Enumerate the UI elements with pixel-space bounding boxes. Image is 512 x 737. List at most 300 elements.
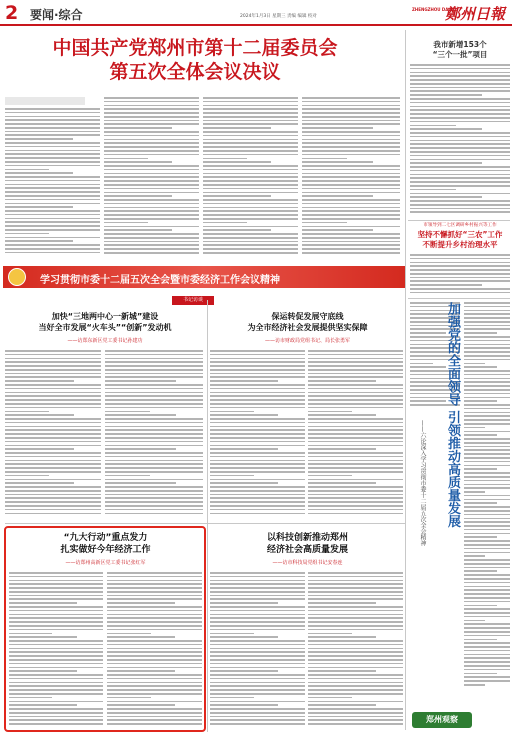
text-line	[203, 203, 298, 205]
text-line	[302, 199, 400, 201]
text-line	[464, 484, 510, 486]
text-line	[308, 376, 403, 378]
text-line	[308, 576, 403, 578]
text-line	[302, 142, 400, 144]
text-line	[5, 501, 101, 503]
text-line	[210, 617, 305, 619]
text-line	[5, 142, 100, 144]
text-line	[5, 399, 101, 401]
text-line	[5, 138, 73, 140]
text-line	[107, 708, 202, 710]
text-line	[464, 344, 510, 346]
text-line	[410, 269, 510, 271]
text-line	[410, 196, 482, 198]
text-line	[210, 494, 305, 496]
text-line	[5, 358, 101, 360]
text-line	[410, 102, 510, 104]
article-divider	[207, 300, 208, 732]
text-line	[105, 467, 203, 469]
text-line	[9, 606, 103, 608]
text-line	[302, 226, 400, 228]
text-line	[464, 646, 510, 648]
text-line	[302, 150, 400, 152]
text-line	[308, 361, 403, 363]
text-line	[308, 475, 352, 477]
text-line	[210, 475, 254, 477]
text-line	[107, 723, 202, 725]
text-line	[104, 173, 199, 175]
text-line	[210, 636, 278, 638]
text-line	[302, 248, 400, 250]
text-line	[308, 625, 403, 627]
text-line	[210, 689, 305, 691]
text-line	[302, 108, 400, 110]
text-line	[9, 701, 103, 703]
text-line	[464, 616, 510, 618]
text-line	[308, 598, 403, 600]
text-line	[464, 578, 510, 580]
text-line	[104, 112, 199, 114]
text-line	[308, 501, 403, 503]
text-line	[203, 120, 298, 122]
text-line	[104, 229, 172, 231]
text-line	[203, 199, 298, 201]
text-line	[203, 173, 298, 175]
text-line	[5, 203, 100, 205]
text-line	[203, 150, 298, 152]
text-line	[464, 491, 485, 493]
text-line	[410, 143, 510, 145]
text-line	[105, 505, 203, 507]
text-line	[9, 591, 103, 593]
text-line	[107, 629, 202, 631]
text-line	[210, 674, 305, 676]
text-line	[410, 292, 510, 294]
text-line	[464, 657, 510, 659]
right-mid-kicker: 市领导到二七区调研乡村振兴等工作	[423, 223, 497, 228]
text-line	[9, 625, 103, 627]
text-line	[107, 659, 202, 661]
text-line	[410, 75, 510, 77]
text-line	[410, 262, 510, 264]
text-line	[464, 385, 510, 387]
text-line	[9, 644, 103, 646]
text-line	[105, 369, 203, 371]
text-line	[464, 313, 510, 315]
text-line	[210, 467, 305, 469]
text-line	[308, 678, 403, 680]
text-line	[210, 572, 305, 574]
text-line	[203, 142, 298, 144]
text-line	[9, 655, 103, 657]
text-line	[410, 174, 510, 176]
text-line	[104, 244, 199, 246]
text-line	[5, 165, 100, 167]
text-line	[410, 284, 482, 286]
text-line	[308, 633, 352, 635]
text-line	[5, 108, 100, 110]
text-line	[104, 218, 199, 220]
text-line	[410, 94, 482, 96]
text-line	[9, 697, 52, 699]
lead-label	[5, 97, 85, 105]
text-line	[105, 501, 203, 503]
text-line	[464, 574, 510, 576]
text-line	[5, 123, 100, 125]
text-line	[308, 411, 352, 413]
text-line	[410, 117, 510, 119]
text-line	[105, 429, 203, 431]
text-line	[105, 418, 203, 420]
text-line	[105, 513, 203, 515]
text-line	[210, 441, 305, 443]
text-line	[5, 131, 100, 133]
text-line	[464, 419, 510, 421]
text-line	[104, 127, 172, 129]
text-line	[464, 642, 510, 644]
article-2-headline	[210, 312, 405, 333]
text-line	[5, 134, 100, 136]
text-line	[410, 68, 510, 70]
text-line	[210, 456, 305, 458]
article-2-title-line1: 保运转促发展守底线	[271, 312, 344, 321]
text-line	[210, 648, 305, 650]
text-line	[105, 399, 203, 401]
text-line	[5, 172, 73, 174]
text-line	[464, 563, 510, 565]
sidebar-title: 加强党的全面领导 引领推动高质量发展	[445, 302, 460, 528]
text-line	[308, 513, 403, 515]
text-line	[5, 361, 101, 363]
text-line	[5, 214, 100, 216]
text-line	[308, 467, 403, 469]
text-line	[105, 479, 203, 481]
text-line	[104, 210, 199, 212]
text-line	[5, 210, 100, 212]
text-line	[464, 540, 510, 542]
text-line	[410, 106, 510, 108]
article-4-title-line1: 以科技创新推动郑州	[266, 533, 348, 543]
text-line	[105, 392, 203, 394]
text-line	[5, 116, 100, 118]
text-line	[107, 712, 202, 714]
text-line	[9, 693, 103, 695]
text-line	[308, 452, 403, 454]
text-line	[464, 570, 497, 572]
text-line	[9, 587, 103, 589]
text-line	[308, 490, 403, 492]
text-line	[203, 192, 298, 194]
dateline: 2024年1月3日 星期三 责编 编辑 校对	[240, 14, 317, 19]
text-line	[210, 433, 305, 435]
text-line	[308, 689, 403, 691]
text-line	[107, 648, 202, 650]
text-line	[203, 207, 298, 209]
text-line	[104, 241, 199, 243]
text-line	[105, 361, 203, 363]
text-line	[302, 229, 373, 231]
text-line	[203, 218, 298, 220]
right-top-body	[410, 64, 510, 216]
text-line	[9, 678, 103, 680]
text-line	[5, 233, 49, 235]
article-4-title-line2: 经济社会高质量发展	[266, 545, 348, 555]
text-line	[5, 187, 100, 189]
text-line	[104, 237, 199, 239]
text-line	[107, 663, 202, 665]
text-line	[9, 636, 77, 638]
text-line	[107, 636, 175, 638]
text-line	[210, 505, 305, 507]
text-line	[308, 704, 376, 706]
text-line	[104, 108, 199, 110]
text-line	[464, 397, 510, 399]
article-2-body-col-1	[210, 350, 305, 520]
text-line	[104, 248, 199, 250]
text-line	[203, 161, 271, 163]
text-line	[308, 621, 403, 623]
text-line	[5, 184, 100, 186]
text-line	[302, 101, 400, 103]
text-line	[464, 453, 510, 455]
text-line	[105, 380, 176, 382]
text-line	[308, 509, 403, 511]
text-line	[210, 376, 305, 378]
text-line	[9, 614, 103, 616]
text-line	[105, 350, 203, 352]
text-line	[5, 373, 101, 375]
text-line	[302, 146, 400, 148]
text-line	[203, 244, 298, 246]
text-line	[5, 411, 49, 413]
text-line	[5, 388, 101, 390]
text-line	[210, 365, 305, 367]
text-line	[302, 139, 400, 141]
text-line	[302, 154, 400, 156]
text-line	[105, 407, 203, 409]
text-line	[5, 407, 101, 409]
text-line	[464, 332, 497, 334]
text-line	[107, 614, 202, 616]
text-line	[203, 233, 298, 235]
text-line	[5, 479, 101, 481]
text-line	[5, 350, 101, 352]
text-line	[302, 210, 400, 212]
text-line	[210, 388, 305, 390]
article-4-byline: ——访市科技局党组书记安春连	[272, 560, 343, 566]
text-line	[5, 482, 74, 484]
text-line	[464, 665, 510, 667]
text-line	[203, 184, 298, 186]
sidebar-body	[464, 302, 510, 692]
text-line	[107, 572, 202, 574]
text-line	[5, 395, 101, 397]
text-line	[105, 486, 203, 488]
text-line	[210, 693, 305, 695]
right-mid-headline	[410, 230, 510, 250]
text-line	[464, 374, 510, 376]
text-line	[210, 670, 278, 672]
text-line	[464, 434, 497, 436]
text-line	[203, 105, 298, 107]
text-line	[210, 486, 305, 488]
text-line	[302, 131, 400, 133]
text-line	[410, 277, 510, 279]
text-line	[464, 597, 510, 599]
text-line	[107, 583, 202, 585]
text-line	[5, 509, 101, 511]
text-line	[210, 445, 305, 447]
text-line	[410, 204, 510, 206]
text-line	[464, 548, 510, 550]
text-line	[105, 395, 203, 397]
text-line	[464, 321, 510, 323]
text-line	[464, 442, 510, 444]
text-line	[308, 395, 403, 397]
text-line	[464, 306, 510, 308]
text-line	[302, 123, 400, 125]
text-line	[210, 411, 254, 413]
text-line	[210, 587, 305, 589]
text-line	[107, 689, 202, 691]
text-line	[9, 580, 103, 582]
text-line	[5, 195, 100, 197]
text-line	[107, 610, 202, 612]
text-line	[464, 529, 510, 531]
text-line	[464, 325, 510, 327]
text-line	[308, 723, 403, 725]
text-line	[5, 403, 101, 405]
text-line	[302, 195, 373, 197]
text-line	[9, 685, 103, 687]
text-line	[210, 448, 278, 450]
text-line	[464, 559, 510, 561]
text-line	[302, 105, 400, 107]
text-line	[203, 214, 298, 216]
text-line	[107, 606, 202, 608]
text-line	[9, 621, 103, 623]
text-line	[308, 587, 403, 589]
text-line	[104, 146, 199, 148]
text-line	[5, 497, 101, 499]
text-line	[5, 380, 74, 382]
text-line	[203, 123, 298, 125]
text-line	[210, 437, 305, 439]
text-line	[302, 252, 400, 254]
text-line	[210, 395, 305, 397]
text-line	[464, 525, 510, 527]
text-line	[210, 471, 305, 473]
text-line	[302, 192, 400, 194]
text-line	[104, 222, 148, 224]
text-line	[410, 98, 510, 100]
text-line	[9, 682, 103, 684]
text-line	[203, 226, 298, 228]
text-line	[308, 497, 403, 499]
text-line	[104, 97, 199, 99]
text-line	[308, 441, 403, 443]
text-line	[464, 684, 485, 686]
text-line	[5, 463, 101, 465]
text-line	[203, 116, 298, 118]
text-line	[464, 669, 510, 671]
text-line	[210, 682, 305, 684]
text-line	[210, 384, 305, 386]
text-line	[5, 494, 101, 496]
text-line	[210, 651, 305, 653]
text-line	[410, 273, 510, 275]
text-line	[203, 222, 247, 224]
text-line	[302, 120, 400, 122]
text-line	[210, 610, 305, 612]
text-line	[410, 200, 510, 202]
text-line	[210, 482, 278, 484]
text-line	[210, 602, 278, 604]
text-line	[5, 161, 100, 163]
resolution-col-3	[203, 97, 298, 258]
text-line	[210, 509, 305, 511]
article-1-headline	[5, 312, 205, 333]
text-line	[104, 120, 199, 122]
text-line	[410, 211, 510, 213]
text-line	[464, 472, 510, 474]
text-line	[104, 214, 199, 216]
text-line	[5, 225, 100, 227]
text-line	[9, 663, 103, 665]
section-name: 要闻·综合	[30, 8, 83, 22]
text-line	[5, 486, 101, 488]
text-line	[308, 494, 403, 496]
text-line	[308, 482, 376, 484]
text-line	[203, 248, 298, 250]
text-line	[464, 627, 510, 629]
article-2-body-col-2	[308, 350, 403, 520]
text-line	[308, 384, 403, 386]
text-line	[5, 244, 100, 246]
article-3-headline	[8, 532, 203, 556]
text-line	[104, 123, 199, 125]
text-line	[105, 509, 203, 511]
text-line	[210, 399, 305, 401]
text-line	[9, 640, 103, 642]
text-line	[308, 403, 403, 405]
text-line	[9, 610, 103, 612]
text-line	[464, 567, 510, 569]
text-line	[107, 633, 151, 635]
text-line	[410, 208, 510, 210]
text-line	[464, 370, 510, 372]
text-line	[308, 629, 403, 631]
text-line	[464, 608, 510, 610]
text-line	[107, 716, 202, 718]
text-line	[302, 116, 400, 118]
text-line	[210, 380, 278, 382]
text-line	[203, 108, 298, 110]
text-line	[302, 244, 400, 246]
text-line	[410, 193, 510, 195]
text-line	[5, 365, 101, 367]
logo-english: ZHENGZHOU DAILY	[412, 7, 455, 12]
article-2-byline: ——访市财政局党组书记、局长张勇军	[264, 338, 350, 344]
text-line	[203, 210, 298, 212]
text-line	[302, 169, 400, 171]
right-mid-headline-line1: 坚持不懈抓好“三农”工作	[417, 230, 503, 239]
text-line	[464, 404, 510, 406]
text-line	[308, 617, 403, 619]
text-line	[104, 158, 148, 160]
text-line	[5, 414, 74, 416]
text-line	[210, 463, 305, 465]
